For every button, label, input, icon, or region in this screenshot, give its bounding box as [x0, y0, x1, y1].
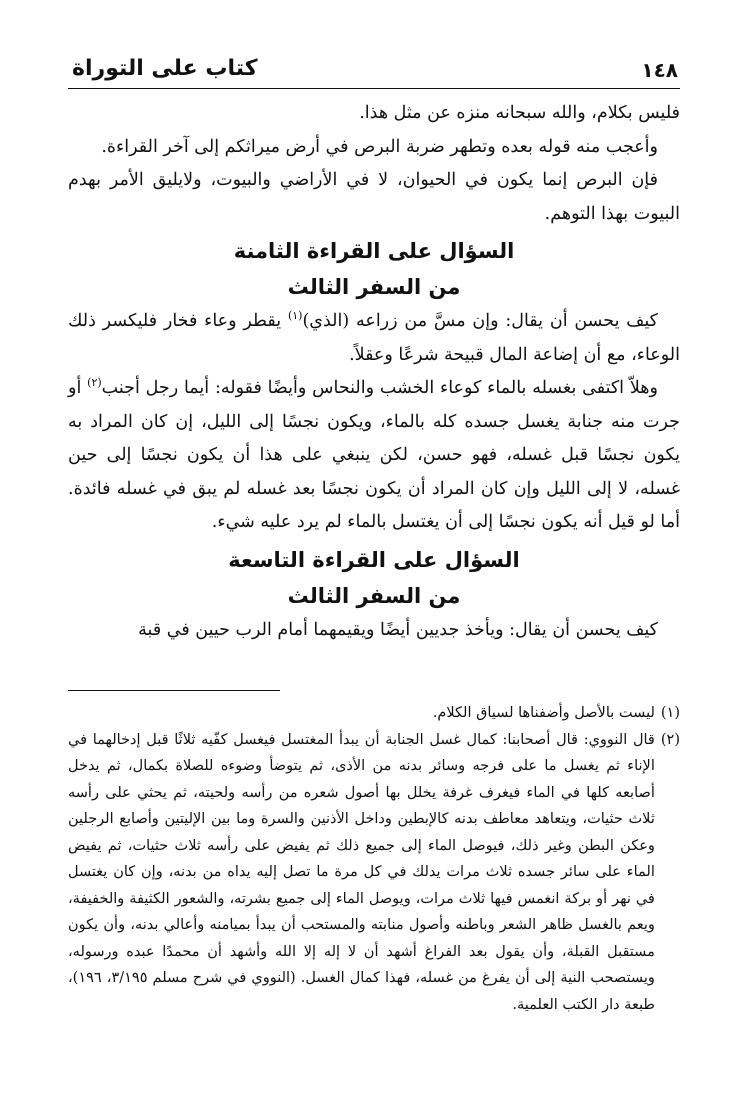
footnote-item	[68, 727, 680, 1019]
footnote-text: قال النووي: قال أصحابنا: كمال غسل الجنابة أن يبدأ المغتسل فيغسل كفّيه ثلاثًا قبل إدخالهما في الإناء ثم يغسل ما على فرجه وسائر بدنه من الأذى، ثم يتوضأ وضوءه للصلاة بكمال، ثم يدخل أصابعه كلها في الماء فيغرف غرفة يخلل بها أصول شعره من رأسه ولحيته، ثم يحثي على رأسه ثلاث حثيات، ويتعاهد معاطف بدنه كالإبطين وداخل الأذنين والسرة وما بين الإليتين وأصابع الرجلين وعكن البطن وغير ذلك، فيوصل الماء إلى جميع ذلك ثم يفيض على رأسه ثلاث حثيات، ثم يفيض الماء على سائر جسده ثلاث مرات يدلك في كل مرة ما تصل إليه يداه من بدنه، وإن كان يغتسل في نهر أو بركة انغمس فيها ثلاث مرات، ويوصل الماء إلى جميع بشرته، والشعور الكثيفة والخفيفة، ويعم بالغسل ظاهر الشعر وباطنه وأصول منابته والمستحب أن يبدأ بميامنه وأعالي بدنه، وأن يكون مستقبل القبلة، وأن يقول بعد الفراغ أشهد أن لا إله إلا الله وأشهد أن محمدًا عبده ورسوله، ويستصحب النية إلى أن يفرغ من غسله، فهذا كمال الغسل. (النووي في شرح مسلم ٣/١٩٥، ١٩٦)، طبعة دار الكتب العلمية.	[68, 731, 655, 1013]
book-page	[68, 54, 680, 647]
footnote-text: ليست بالأصل وأضفناها لسياق الكلام.	[432, 705, 655, 721]
text-run: يقطر وعاء فخار فليكسر ذلك الوعاء، مع أن إضاعة المال قبيحة شرعًا وعقلاً.	[68, 311, 680, 365]
paragraph	[68, 372, 680, 540]
main-text	[68, 97, 680, 647]
paragraph: فإن البرص إنما يكون في الحيوان، لا في الأراضي والبيوت، ولايليق الأمر بهدم البيوت بهذا التوهم.	[68, 170, 680, 224]
heading-line: من السفر الثالث	[287, 275, 461, 299]
heading-line: السؤال على القراءة التاسعة	[228, 547, 520, 572]
footnote-ref: (٢)	[87, 376, 102, 390]
footnote-item	[68, 700, 680, 727]
footnote-number: (١)	[660, 705, 680, 721]
footnotes	[68, 700, 680, 1018]
section-heading-ninth-reading	[68, 542, 680, 614]
running-title: كتاب على التوراة	[72, 56, 258, 81]
footnote-ref: (١)	[287, 309, 303, 323]
paragraph: كيف يحسن أن يقال: ويأخذ جديين أيضًا ويقيمهما أمام الرب حيين في قبة	[138, 619, 658, 640]
footnote-number: (٢)	[660, 731, 680, 748]
footnote-divider	[68, 690, 280, 691]
paragraph: وأعجب منه قوله بعده وتطهر ضربة البرص في أرض ميراثكم إلى آخر القراءة.	[101, 136, 658, 157]
text-run: أو جرت منه جنابة يغسل جسده كله بالماء، ويكون نجسًا إلى الليل، إن كان المراد به يكون نجسًا قبل غسله، فهو حسن، لكن ينبغي على هذا أن يكون نجسًا إلى حين غسله، لا إلى الليل وإن كان المراد أن يكون نجسًا بعد غسله لم يبق في غسله فائدة. أما لو قيل أنه يكون نجسًا إلى أن يغتسل بالماء لم يرد عليه شيء.	[68, 378, 680, 532]
heading-line: السؤال على القراءة الثامنة	[233, 239, 515, 263]
paragraph: فليس بكلام، والله سبحانه منزه عن مثل هذا.	[359, 103, 680, 123]
paragraph	[68, 305, 680, 372]
heading-line: من السفر الثالث	[287, 583, 461, 608]
page-header	[68, 54, 680, 89]
text-run: كيف يحسن أن يقال: وإن مسَّ من زراعه (الذي)	[302, 311, 658, 331]
page-number: ١٤٨	[641, 58, 678, 82]
text-run: وهلاّ اكتفى بغسله بالماء كوعاء الخشب والنحاس وأيضًا فقوله: أيما رجل أجنب	[101, 378, 658, 398]
section-heading-eighth-reading	[68, 233, 680, 305]
